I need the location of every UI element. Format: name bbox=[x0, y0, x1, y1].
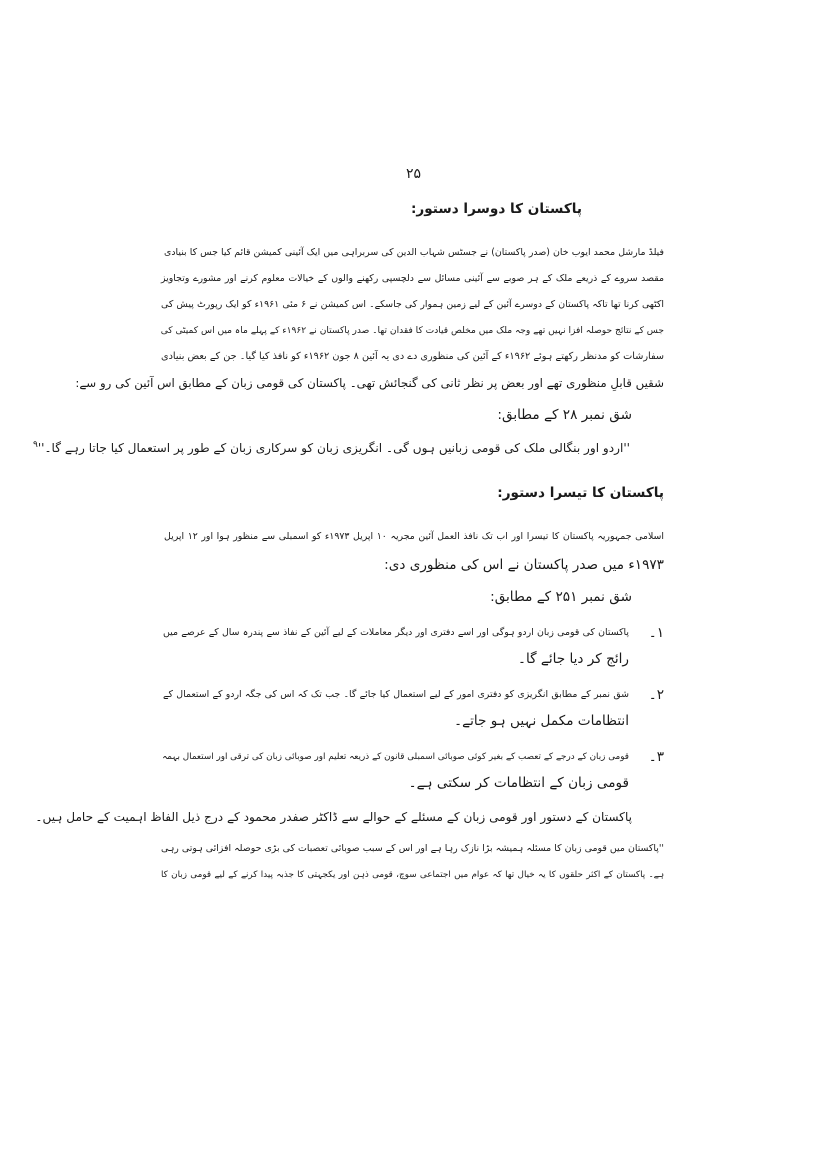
para4-line-2: ہے۔ پاکستان کے اکثر حلقوں کا یہ خیال تھا کہ عوام میں اجتماعی سوچ، قومی ذہن اور یکجہتی کا جذبہ پیدا کرنے کے لیے قومی زبان کا bbox=[161, 870, 664, 880]
item-3-line-2: قومی زبان کے انتظامات کر سکتی ہے۔ bbox=[408, 775, 629, 791]
footnote-marker: ۹ bbox=[32, 440, 38, 450]
heading-second-constitution: پاکستان کا دوسرا دستور: bbox=[411, 201, 582, 217]
item-3-number: ۳۔ bbox=[648, 749, 664, 765]
page-number: ۲۵ bbox=[405, 166, 422, 182]
para2-line-1: اسلامی جمہوریہ پاکستان کا تیسرا اور اب تک نافذ العمل آئین مجریہ ۱۰ اپریل ۱۹۷۳ء کو اسمبلی سے منظور ہوا اور ۱۲ اپریل bbox=[164, 531, 665, 542]
item-1-number: ۱۔ bbox=[648, 625, 664, 641]
clause-reference-251: شق نمبر ۲۵۱ کے مطابق: bbox=[490, 589, 632, 605]
para1-line-4: جس کے نتائج حوصلہ افزا نہیں تھے وجہ ملک میں مخلص قیادت کا فقدان تھا۔ صدر پاکستان نے ۱۹۶۲ء کے پہلے ماہ میں اس کمیٹی کی bbox=[160, 326, 664, 336]
quote-text: ''اردو اور بنگالی ملک کی قومی زبانیں ہوں گی۔ انگریزی زبان کو سرکاری زبان کے طور پر استعمال کیا جاتا رہے گا۔'' bbox=[37, 441, 630, 456]
item-2-line-2: انتظامات مکمل نہیں ہو جاتے۔ bbox=[454, 713, 629, 729]
quote-clause-28 bbox=[33, 436, 630, 457]
para1-line-2: مقصد سروے کے ذریعے ملک کے ہر صوبے سے آئینی مسائل سے دلچسپی رکھنے والوں کے خیالات معلوم کرنے اور مشورے وتجاویز bbox=[161, 273, 664, 284]
para1-line-6: شقیں قابلِ منظوری تھے اور بعض پر نظر ثانی کی گنجائش تھی۔ پاکستان کی قومی زبان کے مطابق اس آئین کی رو سے: bbox=[75, 376, 664, 390]
item-3-line-1: قومی زبان کے درجے کے تعصب کے بغیر کوئی صوبائی اسمبلی قانون کے ذریعہ تعلیم اور صوبائی زبان کی ترقی اور استعمال بہمہ bbox=[162, 752, 629, 762]
clause-reference-28: شق نمبر ۲۸ کے مطابق: bbox=[497, 407, 632, 423]
item-1-line-1: پاکستان کی قومی زبان اردو ہوگی اور اسے دفتری اور دیگر معاملات کے لیے آئین کے نفاذ سے پندرہ سال کے عرصے میں bbox=[163, 627, 629, 638]
para1-line-5: سفارشات کو مدنظر رکھتے ہوئے ۱۹۶۲ء کے آئین کی منظوری دے دی یہ آئین ۸ جون ۱۹۶۲ء کو نافذ کیا گیا۔ جن کے بعض بنیادی bbox=[161, 351, 664, 362]
para4-line-1: ''پاکستان میں قومی زبان کا مسئلہ ہمیشہ بڑا نازک رہا ہے اور اس کے سبب صوبائی تعصبات کی بڑی حوصلہ افزائی ہوتی رہی bbox=[161, 843, 664, 854]
para3: پاکستان کے دستور اور قومی زبان کے مسئلے کے حوالے سے ڈاکٹر صفدر محمود کے درج ذیل الفاظ اہمیت کے حامل ہیں۔ bbox=[35, 810, 632, 824]
item-2-number: ۲۔ bbox=[648, 687, 664, 703]
para2-line-2: ۱۹۷۳ء میں صدر پاکستان نے اس کی منظوری دی: bbox=[384, 557, 664, 573]
item-1-line-2: رائج کر دیا جائے گا۔ bbox=[517, 651, 629, 667]
para1-line-1: فیلڈ مارشل محمد ایوب خان (صدر پاکستان) نے جسٹس شہاب الدین کی سربراہی میں ایک آئینی کمیشن قائم کیا جس کا بنیادی bbox=[164, 247, 664, 258]
item-2-line-1: شق نمبر کے مطابق انگریزی کو دفتری امور کے لیے استعمال کیا جائے گا۔ جب تک کہ اس کی جگہ اردو کے استعمال کے bbox=[163, 689, 629, 700]
heading-third-constitution: پاکستان کا تیسرا دستور: bbox=[497, 485, 664, 501]
para1-line-3: اکٹھی کرنا تھا تاکہ پاکستان کے دوسرے آئین کے لیے زمین ہموار کی جاسکے۔ اس کمیشن نے ۶ مئی ۱۹۶۱ء کو ایک رپورٹ پیش کی bbox=[161, 299, 664, 310]
